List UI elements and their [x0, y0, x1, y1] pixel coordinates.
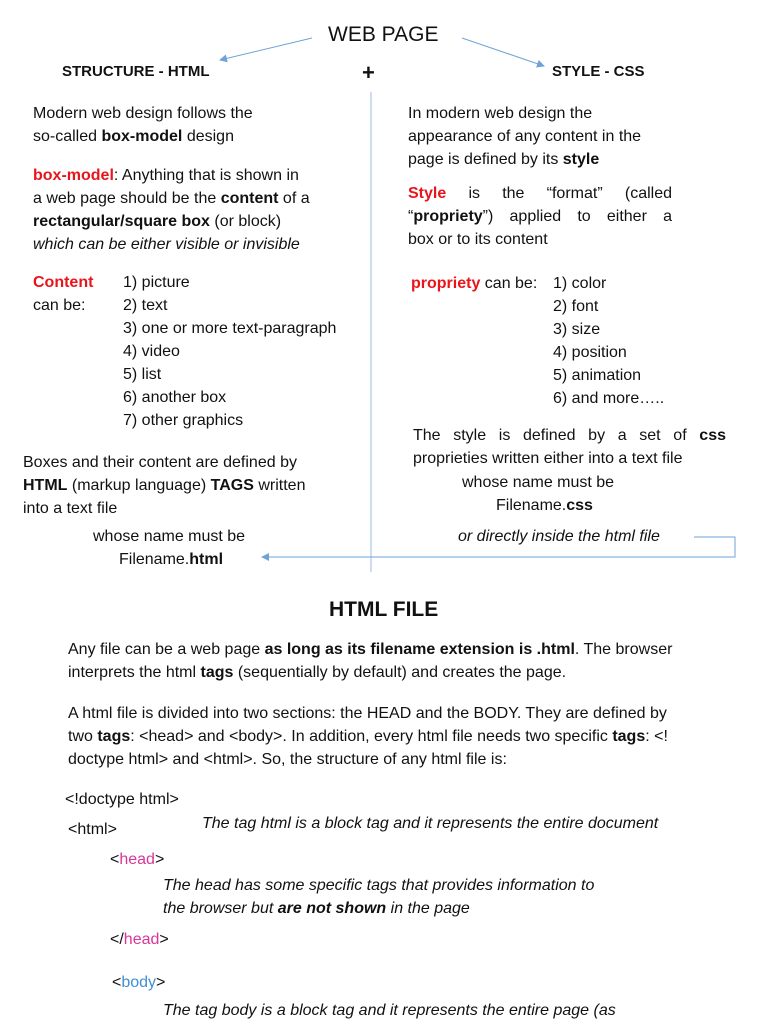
- boxes-definition: Boxes and their content are defined by HTML (markup language) TAGS written into a text file: [23, 454, 306, 517]
- list-item: 4) video: [123, 343, 180, 360]
- paragraph-structure: A html file is divided into two sections: the HEAD and the BODY. They are defined by two tags: <head> and <body>. In addition, every html file needs two specific tags: <! doctype html> and <html>. So, the structure of any html file is:: [68, 705, 668, 768]
- style-term: Style: [408, 185, 447, 202]
- paragraph-extension: Any file can be a web page as long as its filename extension is .html. The browser interprets the html tags (sequentially by default) and creates the page.: [68, 641, 673, 681]
- list-item: 2) text: [123, 297, 168, 314]
- html-tag-note: The tag html is a block tag and it represents the entire document: [202, 815, 659, 832]
- head-close-tag: </head>: [110, 931, 169, 948]
- box-model-term: box-model: [33, 167, 114, 184]
- list-item: 2) font: [553, 298, 599, 315]
- doctype-tag: <!doctype html>: [65, 791, 179, 808]
- structure-heading: STRUCTURE - HTML: [62, 63, 210, 80]
- list-item: 4) position: [553, 344, 627, 361]
- box-model-intro: Modern web design follows the so-called box-model design: [33, 105, 253, 145]
- style-heading: STYLE - CSS: [552, 63, 645, 80]
- html-filename-note: whose name must be Filename.html: [93, 528, 246, 568]
- list-item: 3) size: [553, 321, 601, 338]
- body-open-tag: <body>: [112, 974, 166, 991]
- arrow-to-style: [462, 38, 544, 66]
- css-filename-note: whose name must be Filename.css: [462, 474, 615, 514]
- style-intro: In modern web design the appearance of any content in the page is defined by its style: [408, 105, 642, 168]
- propriety-list: [553, 272, 664, 410]
- content-list: [123, 271, 336, 432]
- css-definition: The style is defined by a set of css proprieties written either into a text file: [413, 427, 726, 467]
- head-note: The head has some specific tags that provides information to the browser but are not shown in the page: [163, 877, 595, 917]
- page-title: WEB PAGE: [328, 23, 439, 46]
- list-item: 3) one or more text-paragraph: [123, 320, 337, 337]
- box-model-definition: box-model: Anything that is shown in a web page should be the content of a rectangular/square box (or block) which can be either visible or invisible: [33, 167, 310, 253]
- body-note: The tag body is a block tag and it represents the entire page (as: [163, 1002, 616, 1019]
- section-title: HTML FILE: [329, 598, 439, 621]
- list-item: 1) picture: [123, 274, 190, 291]
- html-open-tag: <html>: [68, 821, 117, 838]
- directly-inside-note: or directly inside the html file: [458, 528, 660, 545]
- content-label: Content can be:: [33, 274, 94, 314]
- list-item: 7) other graphics: [123, 412, 244, 429]
- arrow-to-structure: [220, 38, 312, 60]
- list-item: 6) and more…..: [553, 390, 665, 407]
- list-item: 6) another box: [123, 389, 227, 406]
- list-item: 5) animation: [553, 367, 642, 384]
- propriety-term: propriety: [411, 275, 481, 292]
- plus-sign: +: [362, 60, 375, 85]
- list-item: 5) list: [123, 366, 162, 383]
- head-open-tag: <head>: [110, 851, 165, 868]
- list-item: 1) color: [553, 275, 607, 292]
- propriety-label: propriety can be:: [411, 275, 538, 292]
- style-definition: Style is the “format” (called “propriety”) applied to either a box or to its content: [408, 185, 672, 248]
